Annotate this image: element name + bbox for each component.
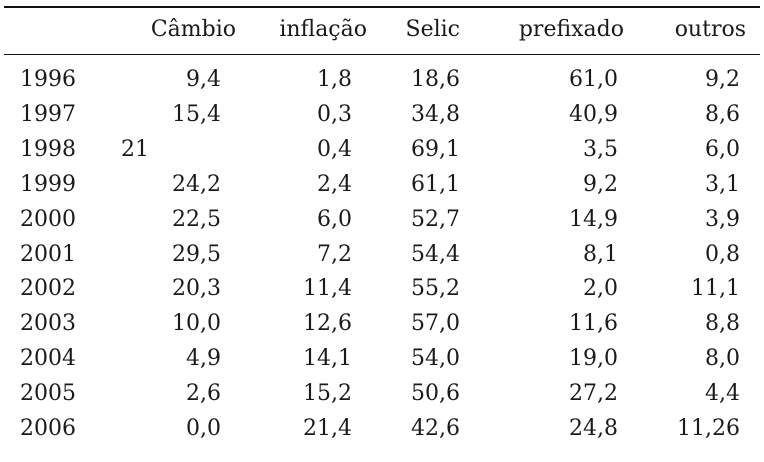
cell-selic: 42,6	[411, 416, 460, 441]
cell-outros: 4,4	[705, 381, 740, 407]
cell-inflacao: 2,4	[317, 171, 352, 197]
table-row	[4, 306, 760, 341]
cell-outros: 8,6	[705, 101, 740, 127]
table-row	[4, 167, 760, 202]
cell-outros: 8,8	[705, 311, 740, 337]
cell-cambio: 21	[121, 136, 149, 162]
cell-cambio: 10,0	[172, 311, 221, 337]
table-row	[4, 202, 760, 237]
cell-cambio: 0,0	[186, 416, 221, 441]
cell-selic: 52,7	[411, 206, 460, 232]
cell-prefixado: 27,2	[569, 381, 618, 407]
cell-outros: 0,8	[705, 241, 740, 267]
cell-cambio: 4,9	[186, 346, 221, 372]
cell-year: 1996	[20, 67, 76, 92]
table-row	[4, 237, 760, 272]
cell-outros: 6,0	[705, 136, 740, 162]
cell-inflacao: 14,1	[303, 346, 352, 372]
column-header-selic: Selic	[405, 17, 460, 42]
cell-prefixado: 14,9	[569, 206, 618, 232]
cell-outros: 8,0	[705, 346, 740, 372]
table-row	[4, 376, 760, 411]
column-header-outros: outros	[674, 17, 746, 42]
cell-prefixado: 2,0	[583, 276, 618, 302]
cell-selic: 34,8	[411, 101, 460, 127]
cell-cambio: 15,4	[172, 101, 221, 127]
cell-year: 1999	[20, 171, 76, 197]
column-header-inflacao: inflação	[279, 17, 367, 42]
cell-year: 2002	[20, 276, 76, 302]
cell-inflacao: 1,8	[317, 67, 352, 92]
cell-prefixado: 24,8	[569, 416, 618, 441]
column-header-prefixado: prefixado	[518, 17, 624, 42]
cell-selic: 50,6	[411, 381, 460, 407]
header-rule	[4, 54, 760, 55]
cell-outros: 3,9	[705, 206, 740, 232]
cell-cambio: 22,5	[172, 206, 221, 232]
cell-year: 2000	[20, 206, 76, 232]
table-row	[4, 411, 760, 446]
cell-prefixado: 3,5	[583, 136, 618, 162]
top-rule	[4, 6, 760, 8]
cell-year: 2005	[20, 381, 76, 407]
cell-outros: 9,2	[705, 67, 740, 92]
cell-inflacao: 15,2	[303, 381, 352, 407]
table-row	[4, 132, 760, 167]
table-row	[4, 341, 760, 376]
cell-prefixado: 9,2	[583, 171, 618, 197]
cell-inflacao: 11,4	[303, 276, 352, 302]
cell-prefixado: 8,1	[583, 241, 618, 267]
cell-selic: 61,1	[411, 171, 460, 197]
cell-inflacao: 12,6	[303, 311, 352, 337]
cell-year: 2003	[20, 311, 76, 337]
cell-cambio: 29,5	[172, 241, 221, 267]
cell-cambio: 2,6	[186, 381, 221, 407]
cell-selic: 69,1	[411, 136, 460, 162]
cell-selic: 18,6	[411, 67, 460, 92]
cell-prefixado: 19,0	[569, 346, 618, 372]
cell-outros: 11,1	[691, 276, 740, 302]
cell-inflacao: 0,3	[317, 101, 352, 127]
cell-prefixado: 40,9	[569, 101, 618, 127]
cell-prefixado: 61,0	[569, 67, 618, 92]
cell-outros: 3,1	[705, 171, 740, 197]
table-row	[4, 97, 760, 132]
cell-cambio: 24,2	[172, 171, 221, 197]
cell-year: 2001	[20, 241, 76, 267]
cell-cambio: 9,4	[186, 67, 221, 92]
header-row	[4, 12, 760, 47]
cell-year: 2006	[20, 416, 76, 441]
cell-year: 2004	[20, 346, 76, 372]
cell-selic: 57,0	[411, 311, 460, 337]
table-row	[4, 271, 760, 306]
cell-inflacao: 7,2	[317, 241, 352, 267]
cell-year: 1998	[20, 136, 76, 162]
cell-inflacao: 0,4	[317, 136, 352, 162]
cell-selic: 55,2	[411, 276, 460, 302]
cell-selic: 54,4	[411, 241, 460, 267]
cell-inflacao: 6,0	[317, 206, 352, 232]
cell-selic: 54,0	[411, 346, 460, 372]
table-row	[4, 62, 760, 97]
column-header-cambio: Câmbio	[150, 17, 236, 42]
cell-year: 1997	[20, 101, 76, 127]
cell-outros: 11,26	[677, 416, 740, 441]
cell-prefixado: 11,6	[569, 311, 618, 337]
cell-cambio: 20,3	[172, 276, 221, 302]
cell-inflacao: 21,4	[303, 416, 352, 441]
